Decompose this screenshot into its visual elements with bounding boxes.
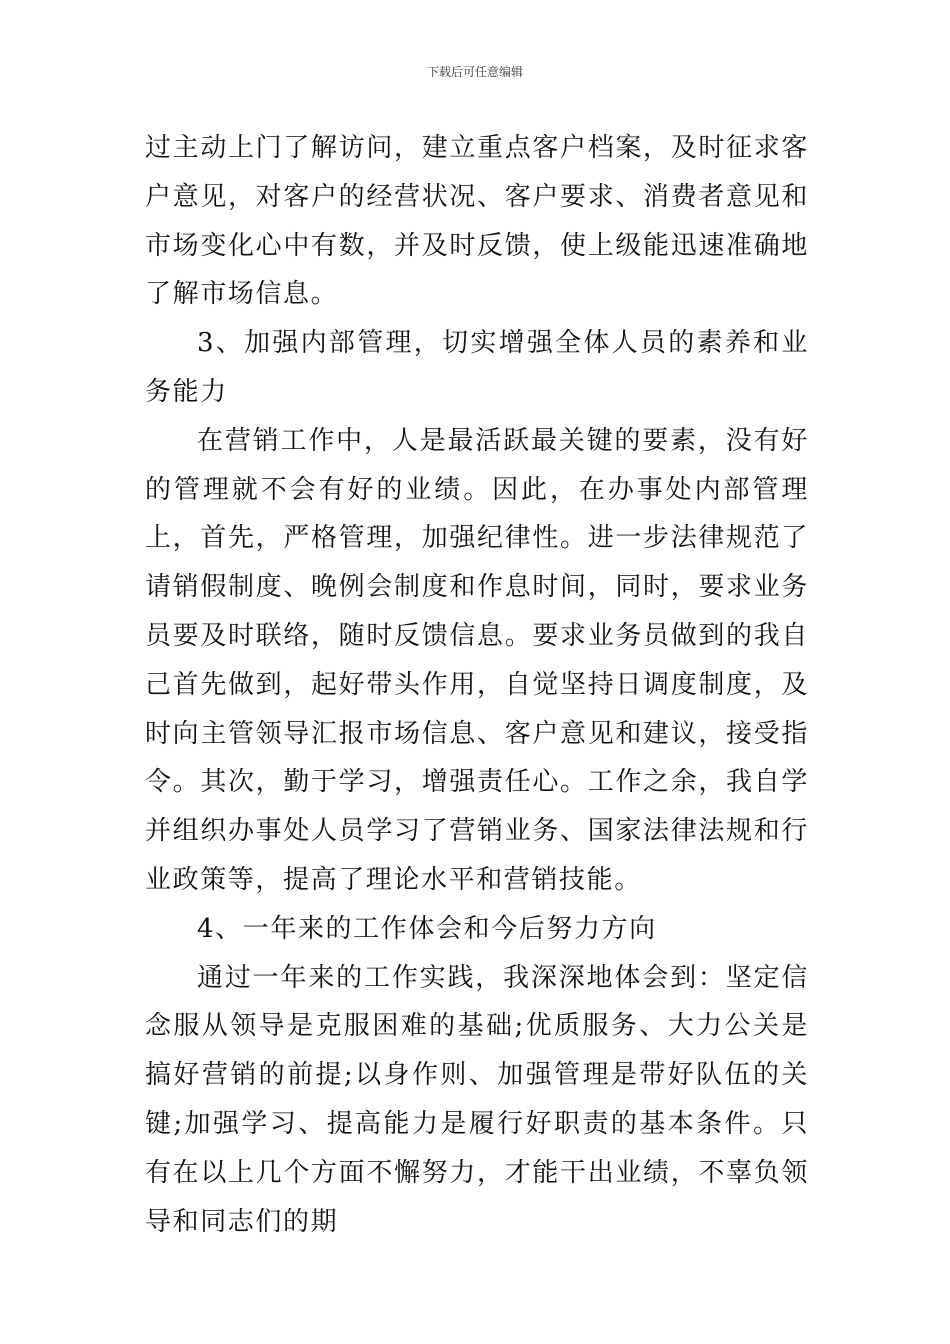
page-header: 下载后可任意编辑 xyxy=(426,65,523,79)
document-body xyxy=(145,124,809,1246)
section-heading-3: 3、加强内部管理，切实增强全体人员的素养和业务能力 xyxy=(145,328,809,407)
paragraph-experience: 通过一年来的工作实践，我深深地体会到：坚定信念服从领导是克服困难的基础;优质服务、大力公关是搞好营销的前提;以身作则、加强管理是带好队伍的关键;加强学习、提高能力是履行好职责的基本条件。只有在以上几个方面不懈努力，才能干出业绩，不辜负领导和同志们的期 xyxy=(145,962,809,1237)
paragraph-management: 在营销工作中，人是最活跃最关键的要素，没有好的管理就不会有好的业绩。因此，在办事处内部管理上，首先，严格管理，加强纪律性。进一步法律规范了请销假制度、晚例会制度和作息时间，同时，要求业务员要及时联络，随时反馈信息。要求业务员做到的我自己首先做到，起好带头作用，自觉坚持日调度制度，及时向主管领导汇报市场信息、客户意见和建议，接受指令。其次，勤于学习，增强责任心。工作之余，我自学并组织办事处人员学习了营销业务、国家法律法规和行业政策等，提高了理论水平和营销技能。 xyxy=(145,425,809,895)
section-heading-4: 4、一年来的工作体会和今后努力方向 xyxy=(197,913,657,944)
paragraph-continuation: 过主动上门了解访问，建立重点客户档案，及时征求客户意见，对客户的经营状况、客户要求、消费者意见和市场变化心中有数，并及时反馈，使上级能迅速准确地了解市场信息。 xyxy=(145,133,809,310)
